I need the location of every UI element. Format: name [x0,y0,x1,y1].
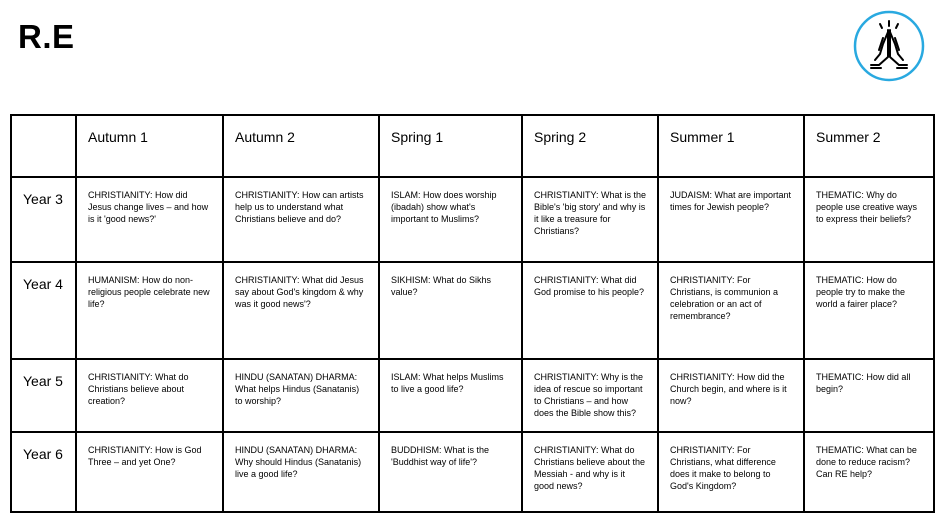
table-cell: CHRISTIANITY: What do Christians believe about creation? [76,359,223,432]
page-title: R.E [18,18,75,55]
row-header: Year 5 [11,359,76,432]
row-header: Year 6 [11,432,76,512]
table-cell: HINDU (SANATAN) DHARMA: What helps Hindus (Sanatanis) to worship? [223,359,379,432]
row-header: Year 3 [11,177,76,262]
table-cell: CHRISTIANITY: How can artists help us to understand what Christians believe and do? [223,177,379,262]
table-cell: HUMANISM: How do non-religious people celebrate new life? [76,262,223,359]
table-cell: CHRISTIANITY: How did the Church begin, and where is it now? [658,359,804,432]
table-cell: CHRISTIANITY: Why is the idea of rescue so important to Christians – and how does the Bible show this? [522,359,658,432]
table-cell: CHRISTIANITY: For Christians, what difference does it make to belong to God's Kingdom? [658,432,804,512]
table-row [11,359,934,432]
table-cell: CHRISTIANITY: What do Christians believe about the Messiah - and why is it good news? [522,432,658,512]
column-header: Autumn 1 [76,115,223,177]
table-cell: ISLAM: What helps Muslims to live a good life? [379,359,522,432]
praying-hands-icon [853,10,925,82]
table-cell: THEMATIC: How do people try to make the world a fairer place? [804,262,934,359]
table-cell: ISLAM: How does worship (ibadah) show what's important to Muslims? [379,177,522,262]
table-row [11,432,934,512]
column-header: Autumn 2 [223,115,379,177]
table-cell: THEMATIC: What can be done to reduce racism? Can RE help? [804,432,934,512]
row-header: Year 4 [11,262,76,359]
table-cell: HINDU (SANATAN) DHARMA: Why should Hindus (Sanatanis) live a good life? [223,432,379,512]
table-cell: CHRISTIANITY: What did Jesus say about God's kingdom & why was it good news'? [223,262,379,359]
column-header: Summer 1 [658,115,804,177]
table-cell: CHRISTIANITY: How is God Three – and yet One? [76,432,223,512]
table-cell: THEMATIC: Why do people use creative ways to express their beliefs? [804,177,934,262]
table-row [11,262,934,359]
table-cell: THEMATIC: How did all begin? [804,359,934,432]
table-row [11,177,934,262]
corner-cell [11,115,76,177]
header-row [11,115,934,177]
table-cell: SIKHISM: What do Sikhs value? [379,262,522,359]
re-curriculum-table [10,114,935,513]
table-cell: JUDAISM: What are important times for Jewish people? [658,177,804,262]
table-cell: CHRISTIANITY: What did God promise to his people? [522,262,658,359]
column-header: Summer 2 [804,115,934,177]
table-cell: CHRISTIANITY: How did Jesus change lives – and how is it 'good news?' [76,177,223,262]
table-cell: CHRISTIANITY: What is the Bible's 'big story' and why is it like a treasure for Christians? [522,177,658,262]
column-header: Spring 2 [522,115,658,177]
table-cell: BUDDHISM: What is the 'Buddhist way of life'? [379,432,522,512]
table-cell: CHRISTIANITY: For Christians, is communion a celebration or an act of remembrance? [658,262,804,359]
column-header: Spring 1 [379,115,522,177]
